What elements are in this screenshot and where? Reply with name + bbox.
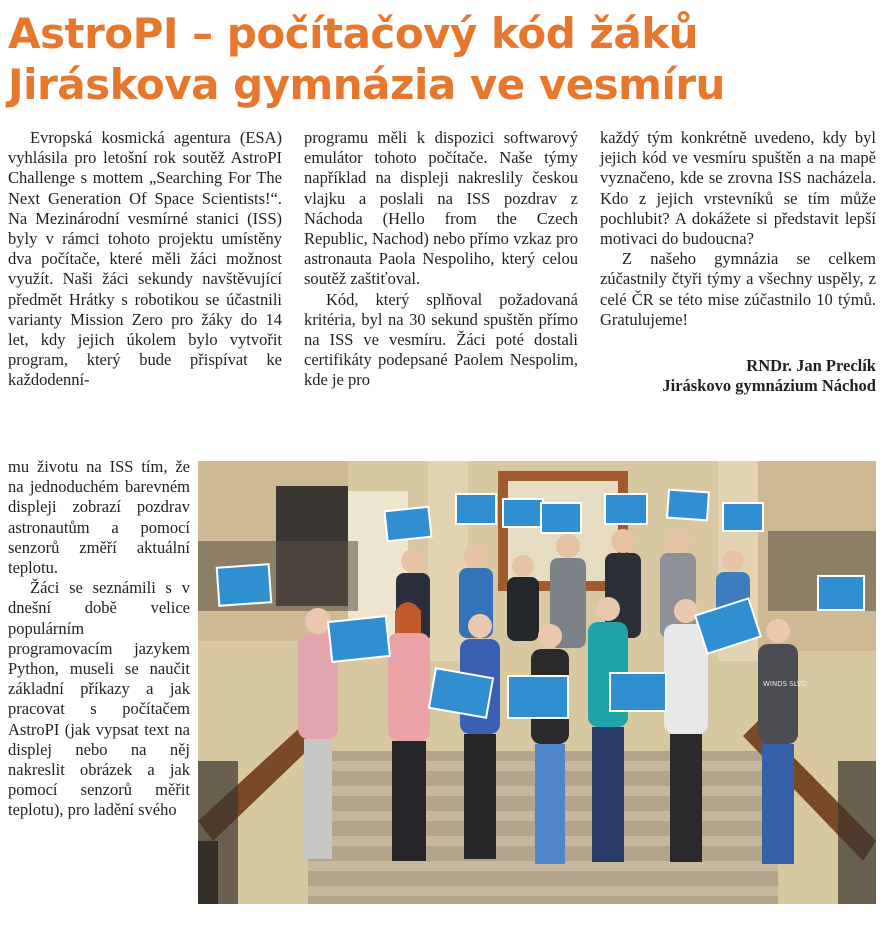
- column-1-bottom: [8, 457, 190, 821]
- signature: [600, 356, 876, 396]
- paragraph-3-part-1: Kód, který splňoval požadovaná kritéria, byl na 30 sekund spuštěn přímo na ISS ve vesmíru. Žáci poté dostali certifikáty podepsané Paolem Nespolim, kde je pro: [304, 289, 578, 390]
- paragraph-1-part-2: mu životu na ISS tím, že na jednoduchém barevném displeji zobrazí pozdrav astronautům a pomocí senzorů změří aktuální teplotu.: [8, 457, 190, 578]
- group-photo: [198, 461, 876, 904]
- paragraph-3-part-2: každý tým konkrétně uvedeno, kdy byl jejich kód ve vesmíru spuštěn a na mapě vyznačeno, kde se zrovna ISS nacházela. Kdo z jejich vrstevníků se tím může pochlubit? A dokážete si představit lepší motivaci do budoucna?: [600, 128, 876, 249]
- sweater-print: WINDS SLVD: [763, 680, 808, 688]
- signature-school: Jiráskovo gymnázium Náchod: [662, 376, 876, 396]
- column-3: [600, 128, 876, 396]
- signature-author: RNDr. Jan Preclík: [746, 356, 876, 376]
- title-line-2: Jiráskova gymnázia ve vesmíru: [8, 60, 725, 109]
- paragraph-2-part-1: Žáci se seznámili s v dnešní době velice populárním programovacím jazykem Python, museli se naučit základní příkazy a jak pracovat s počítačem AstroPI (jak vypsat text na displej nebo na něj nakreslit obrázek a jak pomocí senzorů měřit teplotu), pro ladění svého: [8, 578, 190, 820]
- column-2: [304, 128, 578, 391]
- group-photo-illustration: [198, 461, 876, 904]
- article-title: [8, 8, 878, 110]
- paragraph-1-part-1: Evropská kosmická agentura (ESA) vyhlásila pro letošní rok soutěž AstroPI Challenge s mottem „Searching For The Next Generation Of Space Scientists!“. Na Mezinárodní vesmírné stanici (ISS) byly v rámci tohoto projektu umístěny dva počítače, které měli žáci možnost využít. Naši žáci sekundy navštěvující předmět Hrátky s robotikou se účastnili varianty Mission Zero pro žáky do 14 let, kdy jejich úkolem bylo vytvořit program, který bude přispívat ke každodenní-: [8, 128, 282, 390]
- paragraph-2-part-2: programu měli k dispozici softwarový emulátor tohoto počítače. Naše týmy například na displeji nakreslily českou vlajku a poslali na ISS pozdrav z Náchoda (Hello from the Czech Republic, Nachod) nebo přímo vzkaz pro astronauta Paola Nespoliho, který celou soutěž zaštiťoval.: [304, 128, 578, 289]
- column-1-top: [8, 128, 282, 391]
- title-line-1: AstroPI – počítačový kód žáků: [8, 9, 699, 58]
- paragraph-4: Z našeho gymnázia se celkem zúčastnily čtyři týmy a všechny uspěly, z celé ČR se této mise zúčastnilo 10 týmů. Gratulujeme!: [600, 249, 876, 329]
